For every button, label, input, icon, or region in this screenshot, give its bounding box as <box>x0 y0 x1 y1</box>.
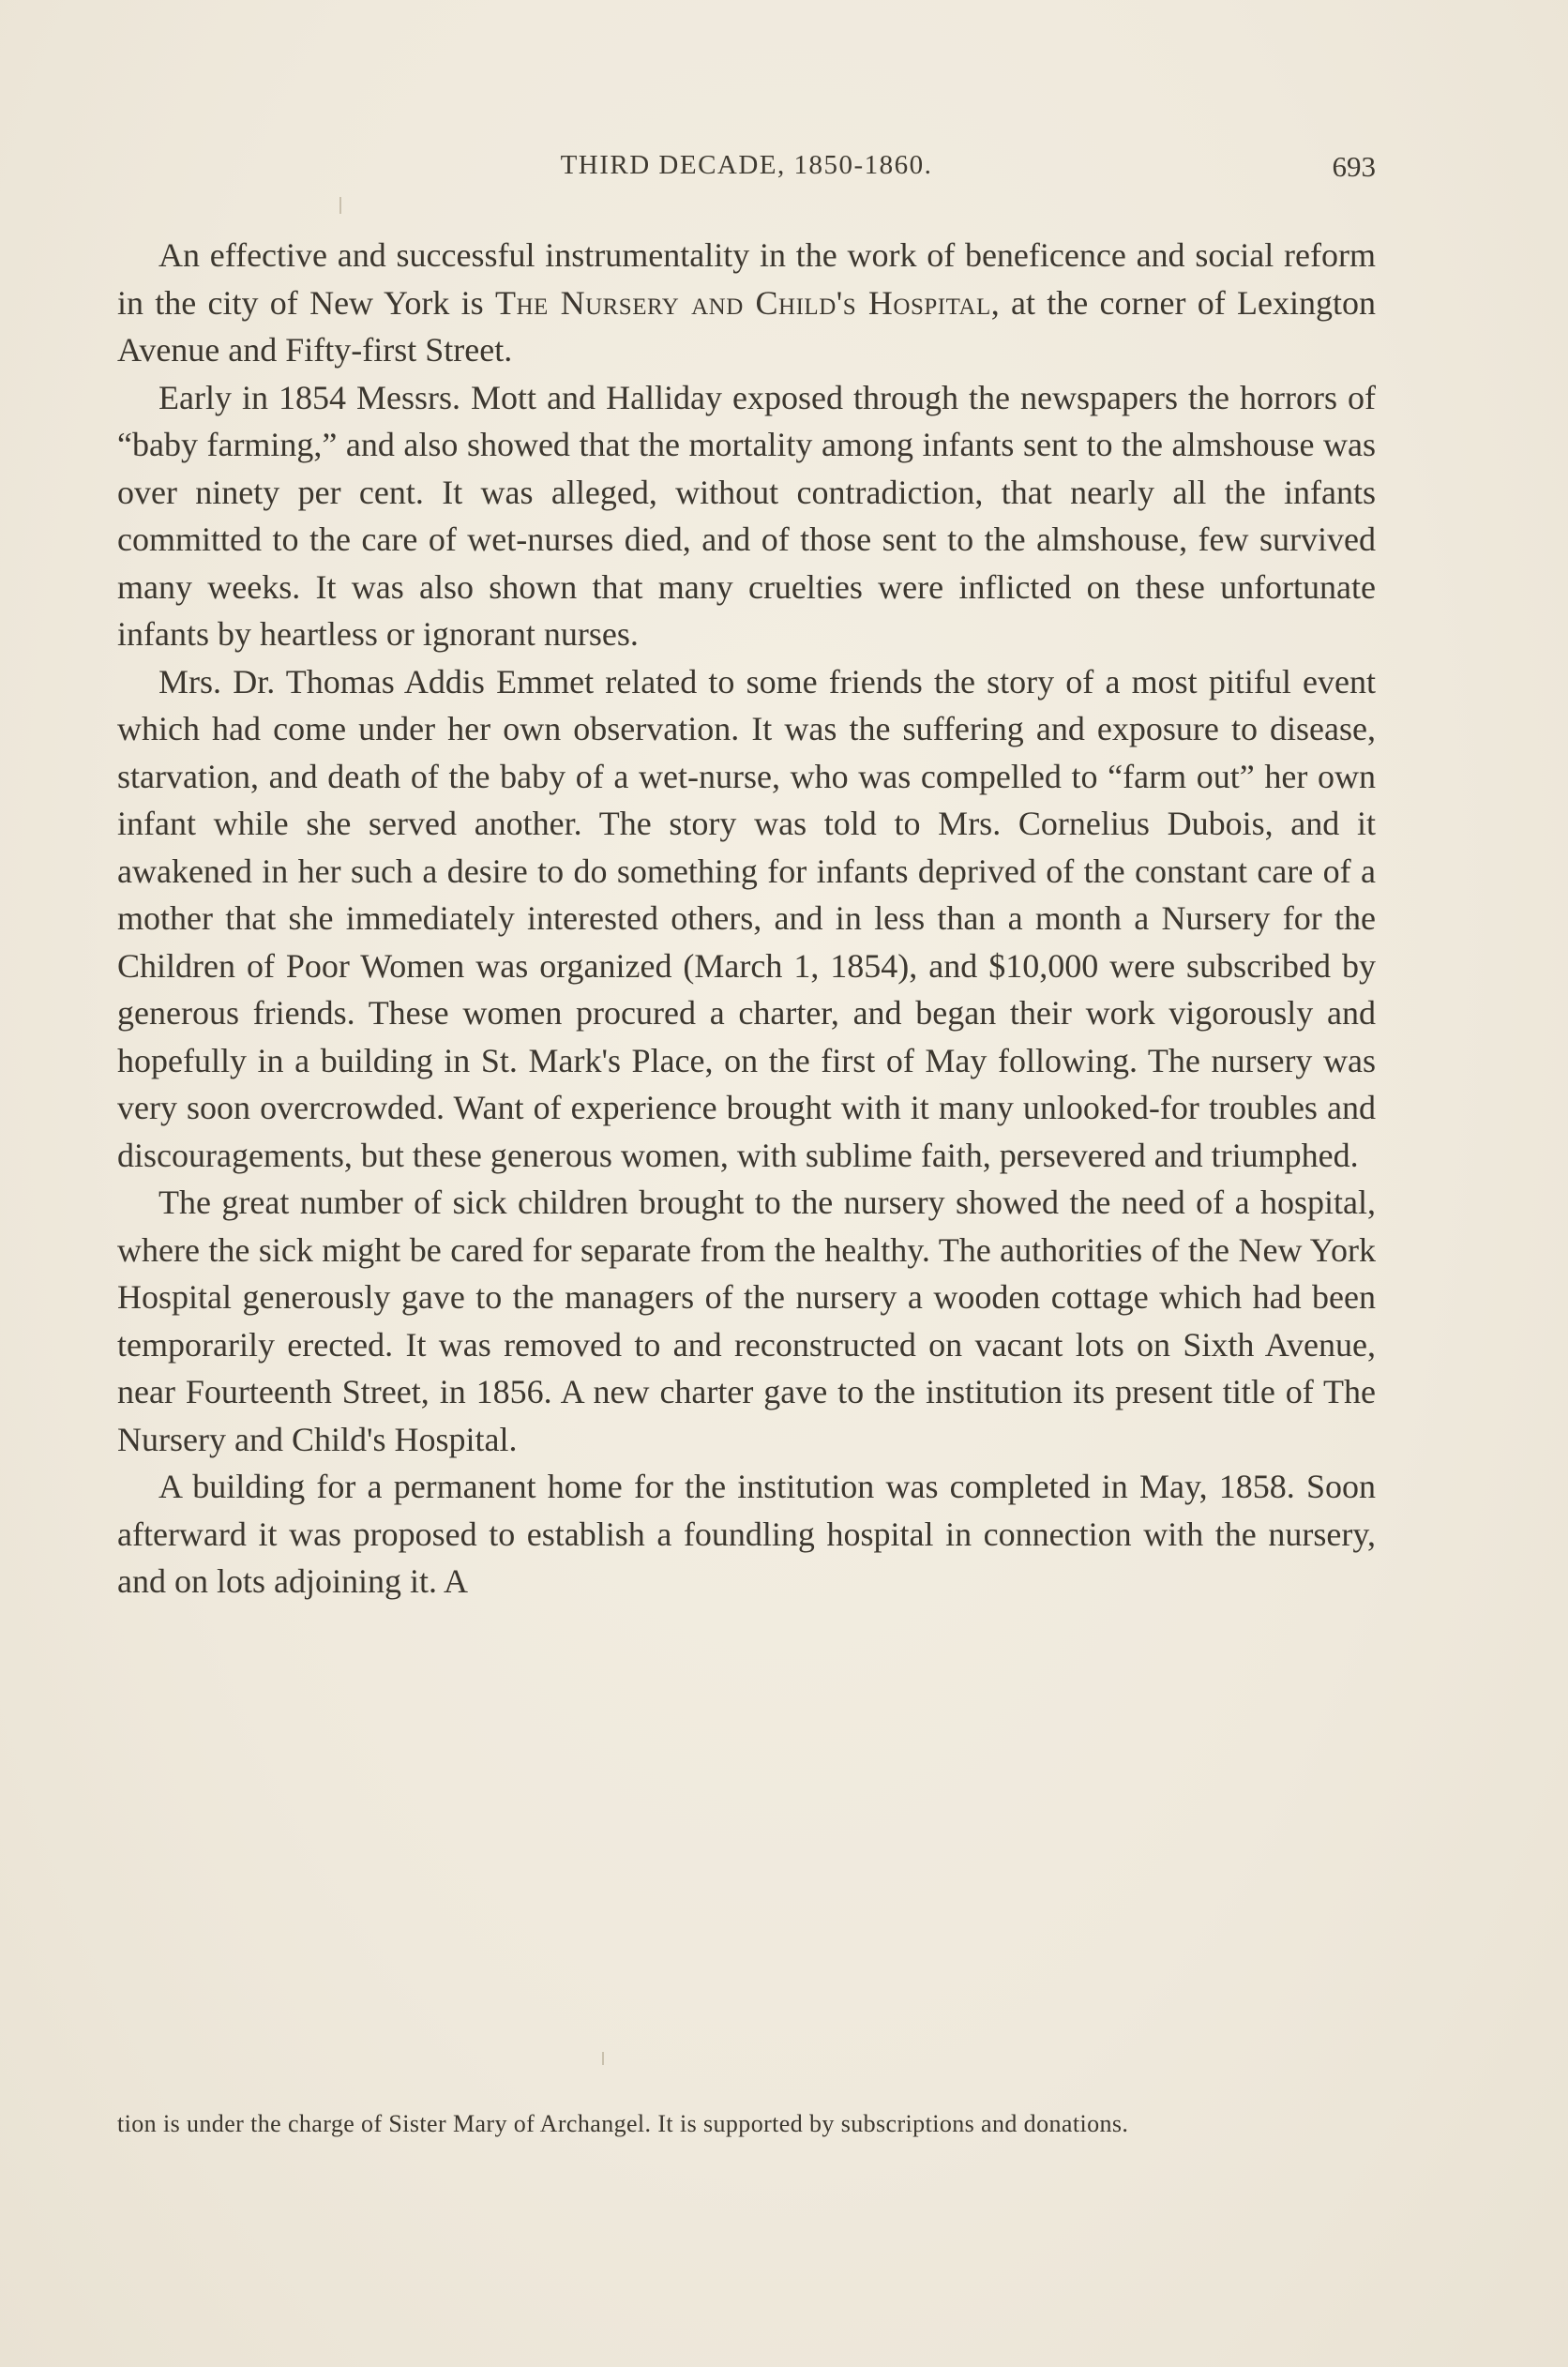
institution-name: The Nursery and Child's Hospital <box>494 283 991 322</box>
paragraph-5: A building for a permanent home for the institution was completed in May, 1858. Soon afterward it was proposed to establish a foundling hospital in connection with the nursery, and on lots adjoining it. A <box>117 1468 1376 1600</box>
page-number: 693 <box>1332 150 1376 183</box>
paragraph-4: The great number of sick children brought to the nursery showed the need of a hospital, where the sick might be cared for separate from the healthy. The authorities of the New York Hospital generously gave to the managers of the nursery a wooden cottage which had been temporarily erected. It was removed to and reconstructed on vacant lots on Sixth Avenue, near Fourteenth Street, in 1856. A new charter gave to the institution its present title of The Nursery and Child's Hospital. <box>117 1184 1376 1458</box>
footnote <box>117 2105 1376 2143</box>
margin-mark-lower <box>602 2052 604 2065</box>
paragraph-1-text-a: An effective and successful instrumentality in the work of beneficence and social reform in the city of New York is <box>117 236 1376 322</box>
running-head <box>117 150 1376 188</box>
margin-mark <box>339 197 341 214</box>
footnote-text: tion is under the charge of Sister Mary of Archangel. It is supported by subscriptions and donations. <box>117 2110 1129 2137</box>
paragraph-1-text-b: , at the corner of Lexington Avenue and Fifty-first Street. <box>117 283 1376 369</box>
paragraph-3: Mrs. Dr. Thomas Addis Emmet related to some friends the story of a most pitiful event which had come under her own observation. It was the suffering and exposure to disease, starvation, and death of the baby of a wet-nurse, who was compelled to “farm out” her own infant while she served another. The story was told to Mrs. Cornelius Dubois, and it awakened in her such a desire to do something for infants deprived of the constant care of a mother that she immediately interested others, and in less than a month a Nursery for the Children of Poor Women was organized (March 1, 1854), and $10,000 were subscribed by generous friends. These women procured a charter, and began their work vigorously and hopefully in a building in St. Mark's Place, on the first of May following. The nursery was very soon overcrowded. Want of experience brought with it many unlooked-for troubles and discouragements, but these generous women, with sublime faith, persevered and triumphed. <box>117 662 1376 1174</box>
running-title: THIRD DECADE, 1850-1860. <box>560 150 933 180</box>
paragraph-1 <box>117 232 1376 374</box>
paragraph-2: Early in 1854 Messrs. Mott and Halliday exposed through the newspapers the horrors of “baby farming,” and also showed that the mortality among infants sent to the almshouse was over ninety per cent. It was alleged, without contradiction, that nearly all the infants committed to the care of wet-nurses died, and of those sent to the almshouse, few survived many weeks. It was also shown that many cruelties were inflicted on these unfortunate infants by heartless or ignorant nurses. <box>117 378 1376 653</box>
body-text <box>117 232 1376 1606</box>
